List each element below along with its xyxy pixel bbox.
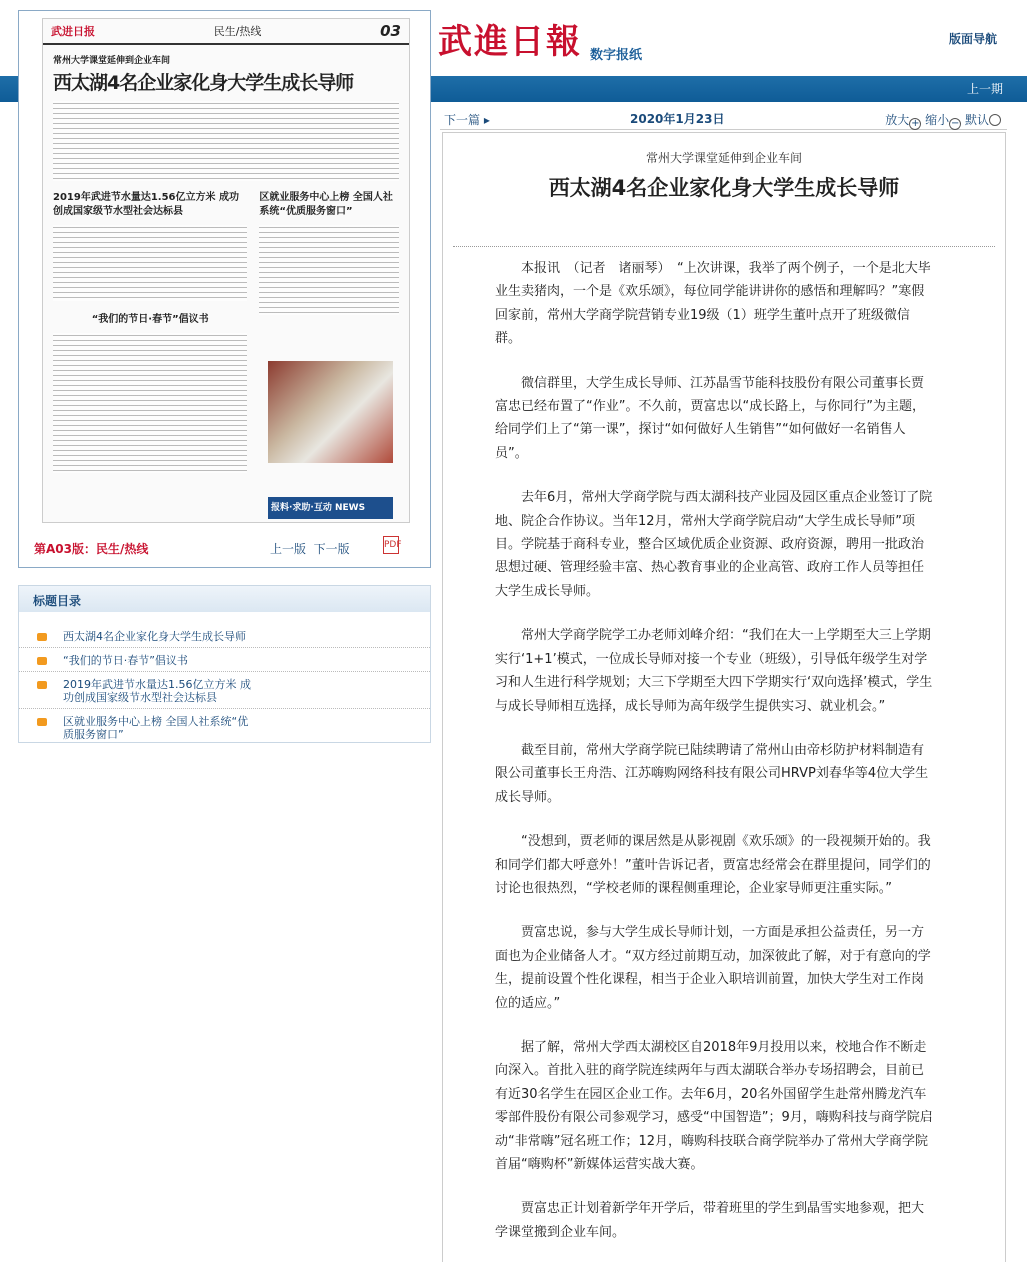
page-info: 第A03版：民生/热线 (34, 542, 149, 556)
article-paragraph: 微信群里，大学生成长导师、江苏晶雪节能科技股份有限公司董事长贾富忠已经布置了“作业”。不久前，贾富忠以“成长路上，与你同行”为主题，给同学们上了“第一课”，探讨“如何做好人生销售”“如何做好一名销售人员”。 (495, 375, 925, 461)
bullet-icon (37, 718, 47, 726)
paper-news-banner: 报料·求助·互动 NEWS (268, 497, 393, 519)
paper-text-block (53, 225, 247, 301)
toc-item[interactable] (19, 709, 430, 745)
newspaper-page-image[interactable] (42, 18, 410, 523)
toc-panel (18, 585, 431, 743)
toc-item-label[interactable]: 区就业服务中心上榜 全国人社系统“优质服务窗口” (63, 715, 249, 741)
toc-item[interactable] (19, 624, 430, 648)
next-article-link[interactable]: 下一篇 ▸ (444, 113, 490, 127)
toc-item-label[interactable]: 2019年武进节水量达1.56亿立方米 成功创成国家级节水型社会达标县 (63, 678, 251, 704)
date-bar (440, 108, 1007, 130)
paper-photo (268, 361, 393, 463)
zoom-in-button[interactable]: 放大 + (885, 113, 920, 129)
toc-item-label[interactable]: “我们的节日·春节”倡议书 (63, 654, 188, 667)
next-page-link[interactable]: 下一版 (313, 542, 350, 556)
bullet-icon (37, 681, 47, 689)
prev-page-link[interactable]: 上一版 (270, 542, 307, 556)
toc-item[interactable] (19, 672, 430, 709)
digital-paper-label: 数字报纸 (590, 48, 643, 63)
plus-icon: + (911, 118, 920, 129)
bullet-icon (37, 633, 47, 641)
toc-heading: 标题目录 (19, 586, 430, 612)
toc-item-label[interactable]: 西太湖4名企业家化身大学生成长导师 (63, 630, 246, 643)
zoom-out-button[interactable]: 缩小 − (925, 113, 960, 129)
bullet-icon (37, 657, 47, 665)
paper-section: 民生/热线 (213, 25, 262, 38)
article-kicker: 常州大学课堂延伸到企业车间 (645, 151, 802, 165)
article (442, 132, 1006, 1262)
paper-subheadline[interactable]: 2019年武进节水量达1.56亿立方米 成功创成国家级节水型社会达标县 (53, 192, 239, 217)
zoom-default-button[interactable]: 默认 (965, 113, 1001, 127)
paper-subheadline[interactable]: 区就业服务中心上榜 全国人社系统“优质服务窗口” (259, 192, 393, 217)
prev-issue-link[interactable]: 上一期 (966, 82, 1003, 96)
article-paragraph: 贾富忠说，参与大学生成长导师计划，一方面是承担公益责任，另一方面也为企业储备人才。“双方经过前期互动，加深彼此了解，对于有意向的学生，提前设置个性化课程，相当于企业入职培训前置，加快大学生对工作岗位的适应。” (495, 925, 931, 1011)
article-paragraph: 常州大学商学院学工办老师刘峰介绍：“我们在大一上学期至大三上学期实行‘1+1’模式，一位成长导师对接一个专业（班级），引导低年级学生对学习和人生进行科学规划；大三下学期至大四下学期实行‘双向选择’模式，学生与成长导师相互选择，成长导师为高年级学生提供实习、就业机会。” (495, 628, 933, 714)
paper-page-number: 03 (380, 22, 401, 40)
article-paragraph: 本报讯 （记者 诸丽琴） “上次讲课，我举了两个例子，一个是北大毕业生卖猪肉，一个是《欢乐颂》，每位同学能讲讲你的感悟和理解吗？”寒假回家前，常州大学商学院营销专业19级（1）班学生董叶点开了班级微信群。 (495, 261, 931, 347)
article-paragraph: 去年6月，常州大学商学院与西太湖科技产业园及园区重点企业签订了院地、院企合作协议。当年12月，常州大学商学院启动“大学生成长导师”项目。学院基于商科专业，整合区域优质企业资源、政府资源，聘用一批政治思想过硬、管理经验丰富、热心教育事业的企业高管、政府工作人员等担任大学生成长导师。 (495, 490, 933, 599)
article-paragraph: 据了解，常州大学西太湖校区自2018年9月投用以来，校地合作不断走向深入。首批入驻的商学院连续两年与西太湖联合举办专场招聘会，目前已有近30名学生在园区企业工作。去年6月，20名外国留学生赴常州腾龙汽车零部件股份有限公司参观学习，感受“中国智造”；9月，嗨购科技与商学院启动“非常嗨”冠名班工作；12月，嗨购科技联合商学院举办了常州大学商学院首届“嗨购杯”新媒体运营实战大赛。 (495, 1039, 933, 1172)
paper-text-block (259, 225, 399, 315)
paper-header (43, 19, 409, 45)
page-links (270, 540, 350, 557)
paper-mast: 武进日报 (51, 25, 95, 38)
toc-item[interactable] (19, 648, 430, 672)
article-paragraph: “没想到，贾老师的课居然是从影视剧《欢乐颂》的一段视频开始的。我和同学们都大呼意外！”董叶告诉记者，贾富忠经常会在群里提问，同学们的讨论也很热烈，“学校老师的课程侧重理论，企业家导师更注重实际。” (495, 834, 931, 896)
circle-icon (989, 114, 1001, 126)
article-paragraph: 截至目前，常州大学商学院已陆续聘请了常州山由帝杉防护材料制造有限公司董事长王舟浩、江苏嗨购网络科技有限公司HRVP刘春华等4位大学生成长导师。 (495, 742, 929, 805)
paper-headline[interactable]: 西太湖4名企业家化身大学生成长导师 (53, 72, 354, 94)
logo[interactable]: 武進日報 (438, 22, 582, 62)
pdf-icon[interactable]: PDF (383, 536, 399, 554)
article-body (443, 247, 1005, 1244)
page-nav-link[interactable]: 版面导航 (948, 32, 997, 46)
article-title: 西太湖4名企业家化身大学生成长导师 (548, 176, 900, 200)
zoom-controls (885, 111, 1001, 130)
minus-icon: − (950, 118, 960, 129)
paper-text-block (53, 101, 399, 181)
paper-subheadline[interactable]: “我们的节日·春节”倡议书 (91, 314, 209, 325)
paper-kicker[interactable]: 常州大学课堂延伸到企业车间 (53, 56, 171, 66)
issue-date: 2020年1月23日 (630, 112, 725, 126)
paper-text-block (53, 333, 247, 473)
article-paragraph: 贾富忠正计划着新学年开学后，带着班里的学生到晶雪实地参观，把大学课堂搬到企业车间。 (495, 1201, 925, 1240)
